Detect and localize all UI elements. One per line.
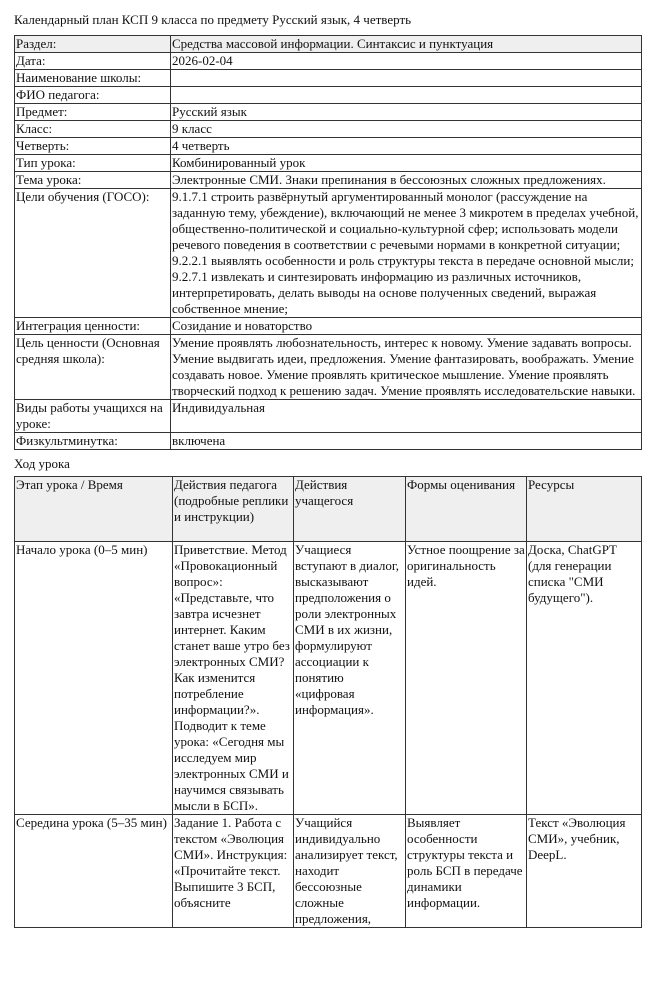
cell-assessment: Выявляет особенности структуры текста и роль БСП в передаче динамики информации.	[406, 815, 527, 928]
lesson-progress-table	[14, 476, 642, 928]
info-label: Класс:	[15, 121, 171, 138]
lesson-info-table	[14, 35, 642, 450]
info-label: ФИО педагога:	[15, 87, 171, 104]
info-row-lesson-type	[15, 155, 642, 172]
info-label: Виды работы учащихся на уроке:	[15, 400, 171, 433]
info-row-learning-goals	[15, 189, 642, 318]
info-row-teacher	[15, 87, 642, 104]
info-value: 9 класс	[171, 121, 642, 138]
info-label: Физкультминутка:	[15, 433, 171, 450]
cell-student: Учащиеся вступают в диалог, высказывают предположения о роли электронных СМИ в их жизни, формулируют ассоциации к понятию «цифровая информация».	[294, 542, 406, 815]
info-value: Комбинированный урок	[171, 155, 642, 172]
info-row-work-types	[15, 400, 642, 433]
lesson-header-row	[15, 477, 642, 542]
info-value: 4 четверть	[171, 138, 642, 155]
document-title: Календарный план КСП 9 класса по предмету Русский язык, 4 четверть	[14, 12, 412, 27]
cell-assessment: Устное поощрение за оригинальность идей.	[406, 542, 527, 815]
info-value: Умение проявлять любознательность, интерес к новому. Умение задавать вопросы. Умение выдвигать идеи, предложения. Умение фантазировать, воображать. Умение создавать новое. Умение проявлять критическое мышление. Умение проявлять творческий подход к решению задач. Умение проявлять исследовательские навыки.	[171, 335, 642, 400]
cell-resources: Текст «Эволюция СМИ», учебник, DeepL.	[527, 815, 642, 928]
info-row-section	[15, 36, 642, 53]
info-label: Раздел:	[15, 36, 171, 53]
info-label: Цель ценности (Основная средняя школа):	[15, 335, 171, 400]
info-label: Четверть:	[15, 138, 171, 155]
info-value	[171, 70, 642, 87]
info-row-lesson-topic	[15, 172, 642, 189]
info-label: Интеграция ценности:	[15, 318, 171, 335]
info-row-physical-break	[15, 433, 642, 450]
info-row-date	[15, 53, 642, 70]
lesson-row-start	[15, 542, 642, 815]
column-header-teacher: Действия педагога (подробные реплики и инструкции)	[173, 477, 294, 542]
info-value: включена	[171, 433, 642, 450]
info-label: Цели обучения (ГОСО):	[15, 189, 171, 318]
cell-student: Учащийся индивидуально анализирует текст, находит бессоюзные сложные предложения,	[294, 815, 406, 928]
lesson-row-middle	[15, 815, 642, 928]
cell-resources: Доска, ChatGPT (для генерации списка "СМИ будущего").	[527, 542, 642, 815]
info-value: Созидание и новаторство	[171, 318, 642, 335]
column-header-student: Действия учащегося	[294, 477, 406, 542]
info-value: Средства массовой информации. Синтаксис и пунктуация	[171, 36, 642, 53]
info-value: Электронные СМИ. Знаки препинания в бессоюзных сложных предложениях.	[171, 172, 642, 189]
cell-teacher: Задание 1. Работа с текстом «Эволюция СМИ». Инструкция: «Прочитайте текст. Выпишите 3 БСП, объясните	[173, 815, 294, 928]
info-label: Тип урока:	[15, 155, 171, 172]
info-row-class	[15, 121, 642, 138]
info-label: Тема урока:	[15, 172, 171, 189]
lesson-progress-heading: Ход урока	[14, 456, 70, 471]
info-row-subject	[15, 104, 642, 121]
cell-stage: Начало урока (0–5 мин)	[15, 542, 173, 815]
info-value: 9.1.7.1 строить развёрнутый аргументированный монолог (рассуждение на заданную тему, убеждение), включающий не менее 3 микротем в пределах учебной, общественно-политической и социально-культурной сфер; использовать модели речевого поведения в соответствии с речевыми нормами в конкретной ситуации; 9.2.2.1 выявлять особенности и роль структуры текста в передаче основной мысли; 9.2.7.1 извлекать и синтезировать информацию из различных источников, интерпретировать, делать выводы на основе полученных сведений, выражая собственное мнение;	[171, 189, 642, 318]
info-row-value-integration	[15, 318, 642, 335]
info-label: Дата:	[15, 53, 171, 70]
column-header-resources: Ресурсы	[527, 477, 642, 542]
info-value: 2026-02-04	[171, 53, 642, 70]
info-label: Наименование школы:	[15, 70, 171, 87]
info-value: Русский язык	[171, 104, 642, 121]
info-row-quarter	[15, 138, 642, 155]
column-header-assessment: Формы оценивания	[406, 477, 527, 542]
cell-stage: Середина урока (5–35 мин)	[15, 815, 173, 928]
info-row-school	[15, 70, 642, 87]
column-header-stage: Этап урока / Время	[15, 477, 173, 542]
info-value	[171, 87, 642, 104]
info-label: Предмет:	[15, 104, 171, 121]
info-value: Индивидуальная	[171, 400, 642, 433]
cell-teacher: Приветствие. Метод «Провокационный вопрос»: «Представьте, что завтра исчезнет интернет. Каким станет ваше утро без электронных СМИ? Как изменится потребление информации?». Подводит к теме урока: «Сегодня мы исследуем мир электронных СМИ и научимся связывать мысли в БСП».	[173, 542, 294, 815]
info-row-value-goal	[15, 335, 642, 400]
